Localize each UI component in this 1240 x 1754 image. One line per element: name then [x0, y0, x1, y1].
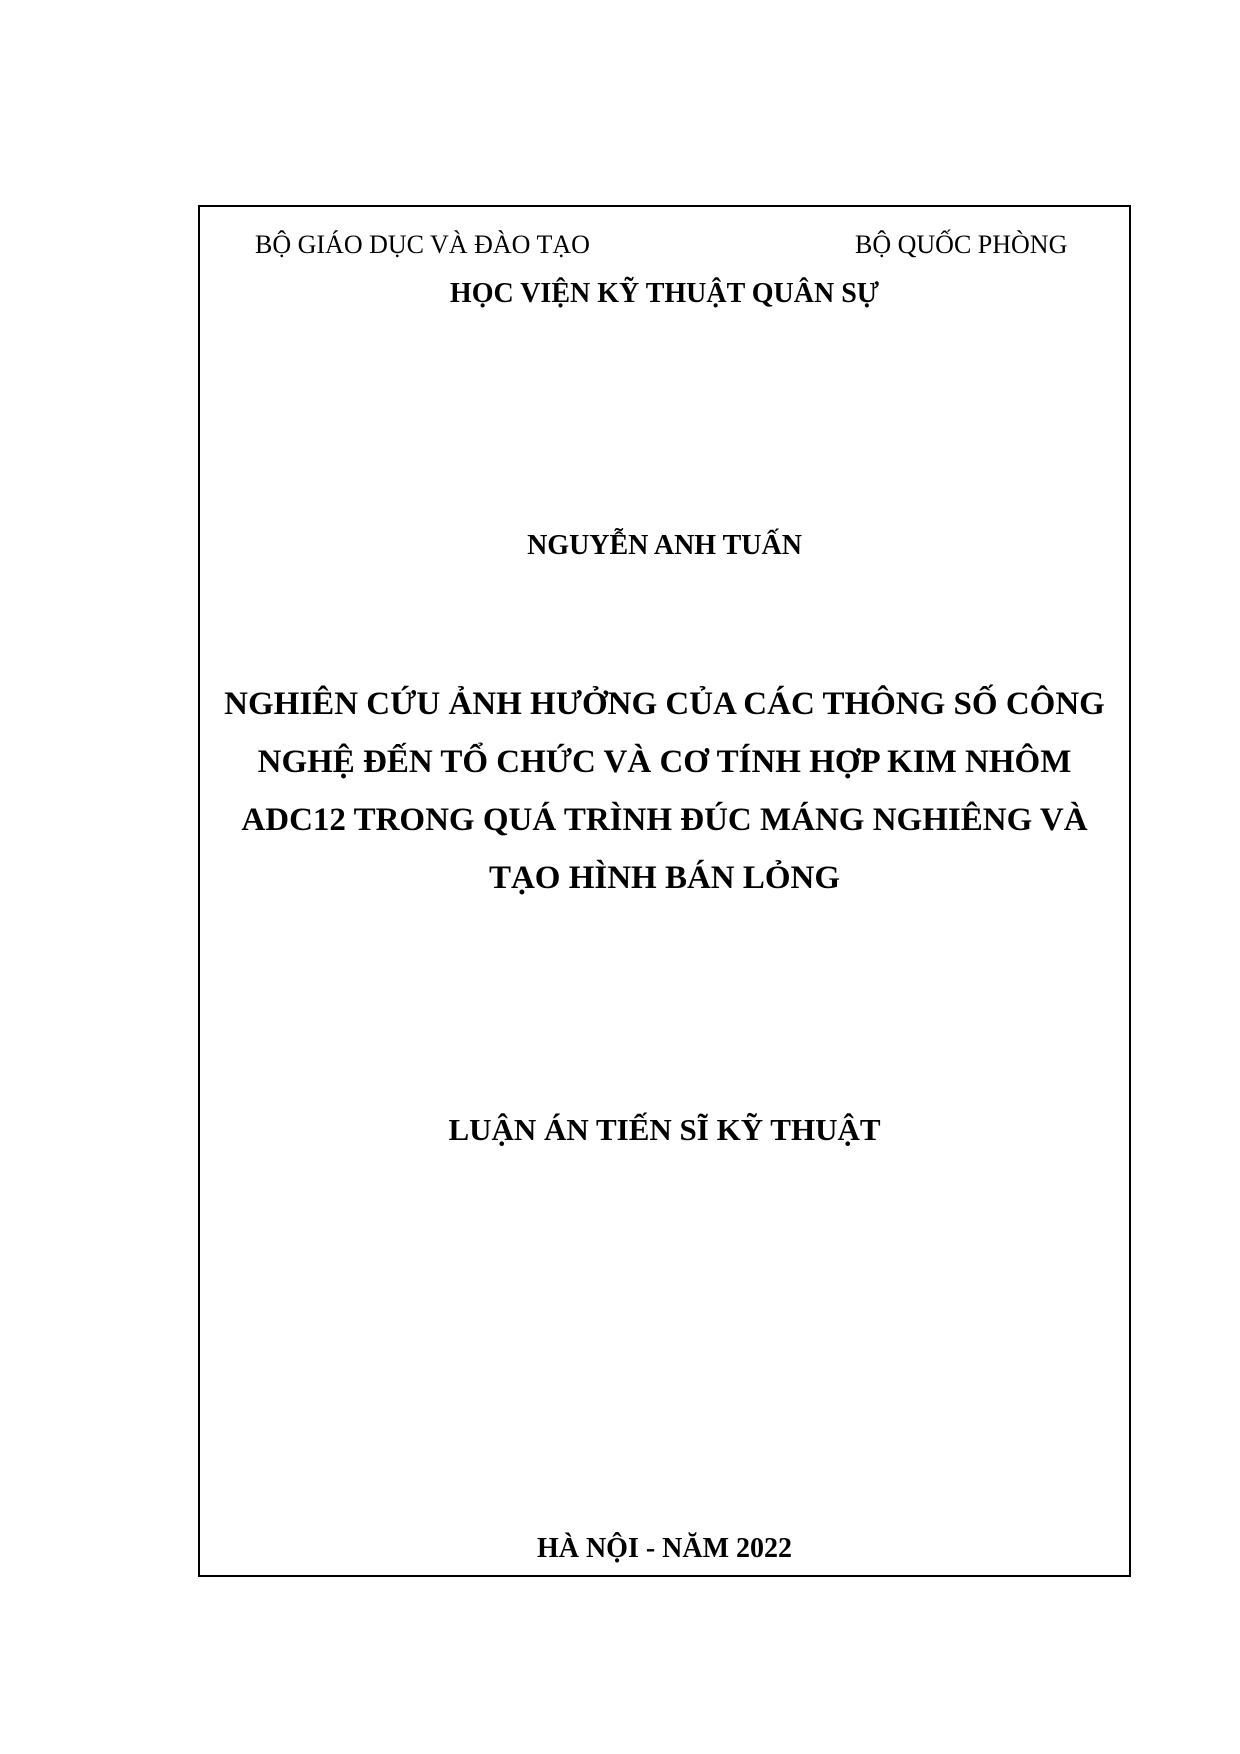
thesis-title-line: TẠO HÌNH BÁN LỎNG [488, 860, 841, 896]
thesis-title-line: NGHIÊN CỨU ẢNH HƯỞNG CỦA CÁC THÔNG SỐ CÔNG [224, 686, 1105, 722]
thesis-title-line: ADC12 TRONG QUÁ TRÌNH ĐÚC MÁNG NGHIÊNG VÀ [241, 802, 1088, 838]
thesis-title-line: NGHỆ ĐẾN TỔ CHỨC VÀ CƠ TÍNH HỢP KIM NHÔM [257, 744, 1072, 780]
author-name: NGUYỄN ANH TUẤN [527, 530, 802, 561]
institute-name: HỌC VIỆN KỸ THUẬT QUÂN SỰ [449, 278, 880, 309]
thesis-title [200, 675, 1129, 907]
ministry-of-education-label: BỘ GIÁO DỤC VÀ ĐÀO TẠO [255, 230, 590, 259]
place-and-year: HÀ NỘI - NĂM 2022 [536, 1533, 793, 1564]
degree-label: LUẬN ÁN TIẾN SĨ KỸ THUẬT [448, 1112, 881, 1147]
ministry-of-defense-label: BỘ QUỐC PHÒNG [855, 230, 1068, 259]
